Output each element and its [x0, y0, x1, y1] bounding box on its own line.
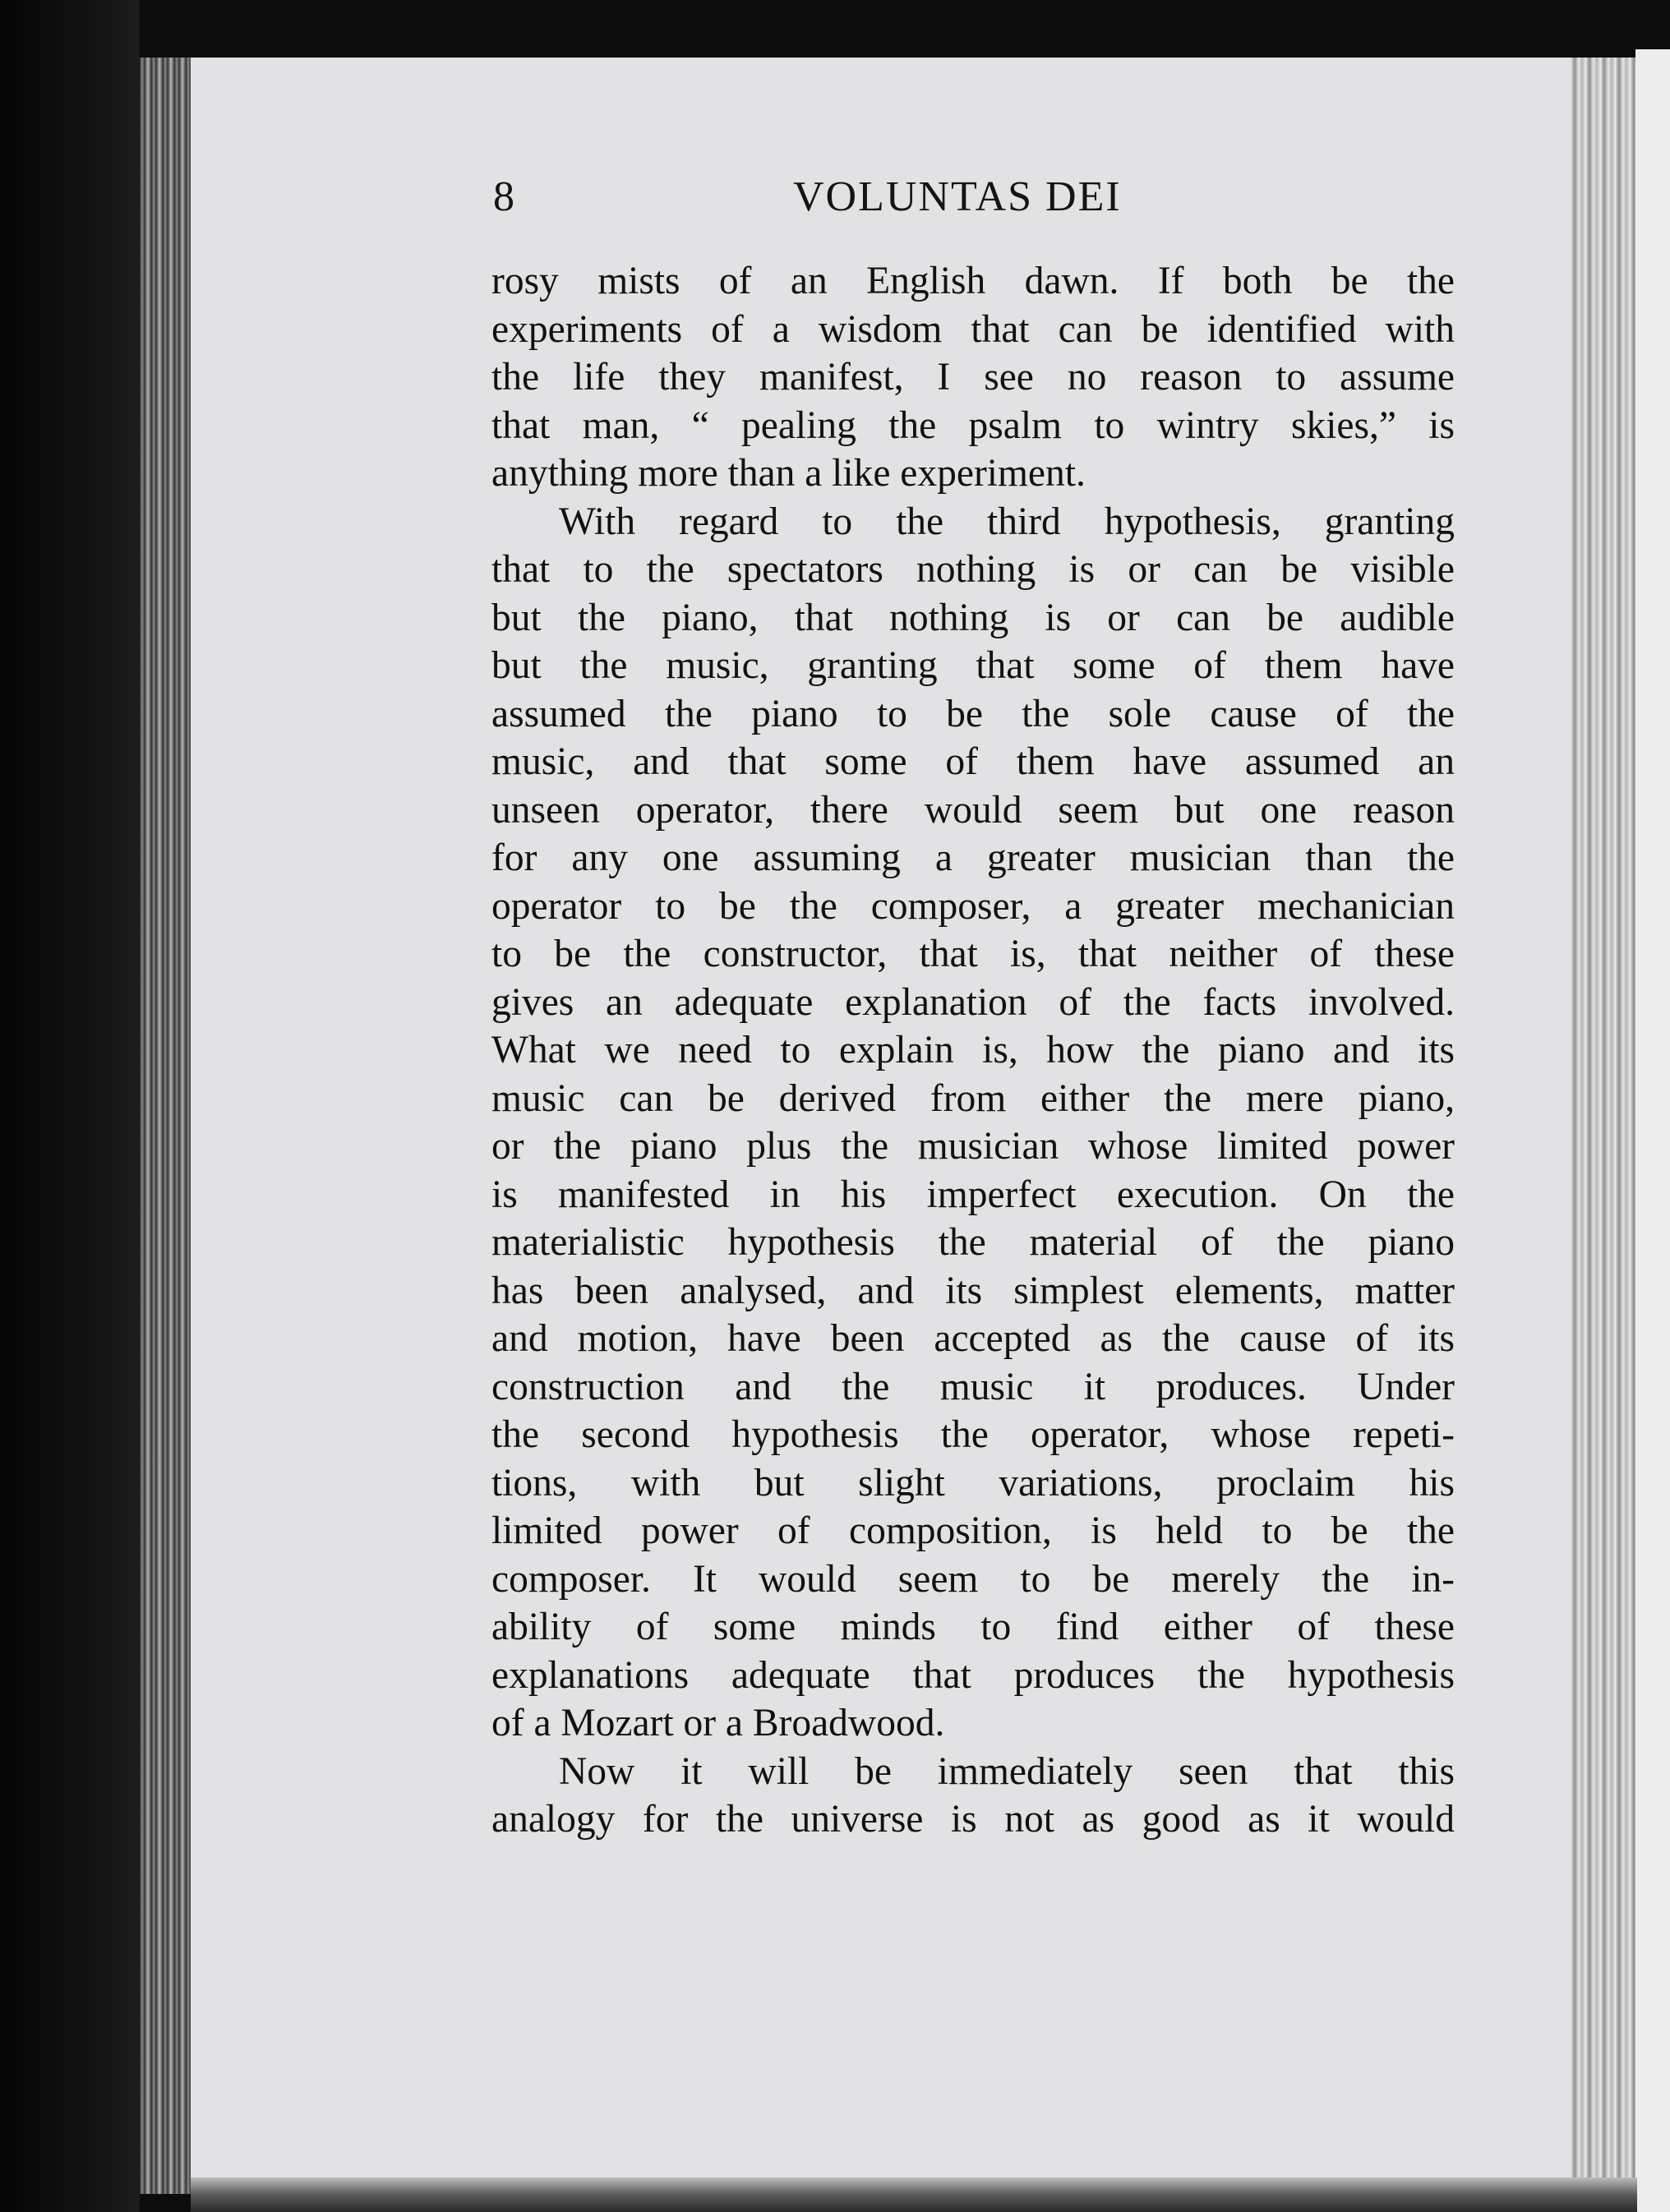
text-line: Now it will be immediately seen that this — [559, 1749, 1455, 1793]
text-line: composer. It would seem to be merely the in- — [491, 1557, 1455, 1601]
text-line: music, and that some of them have assumed an — [491, 740, 1455, 783]
text-line: that man, “ pealing the psalm to wintry skies,” is — [491, 403, 1455, 447]
text-line: assumed the piano to be the sole cause of the — [491, 692, 1455, 735]
text-line: to be the constructor, that is, that neither of these — [491, 933, 1455, 975]
body-text — [491, 257, 1455, 1844]
text-line: but the piano, that nothing is or can be audible — [491, 596, 1455, 639]
text-line: is manifested in his imperfect execution. On the — [491, 1173, 1455, 1216]
text-line: anything more than a like experiment. — [491, 452, 1086, 495]
text-line: the life they manifest, I see no reason to assume — [491, 356, 1455, 399]
text-line: construction and the music it produces. Under — [491, 1365, 1455, 1408]
text-line: or the piano plus the musician whose limited power — [491, 1125, 1455, 1168]
running-title: VOLUNTAS DEI — [793, 173, 1122, 220]
text-line: materialistic hypothesis the material of the piano — [491, 1221, 1455, 1264]
text-line: explanations adequate that produces the hypothesis — [491, 1653, 1455, 1697]
text-line: limited power of composition, is held to be the — [491, 1509, 1455, 1552]
text-line: What we need to explain is, how the piano and its — [491, 1029, 1455, 1071]
text-line: With regard to the third hypothesis, granting — [559, 500, 1455, 543]
text-line: and motion, have been accepted as the cause of its — [491, 1317, 1455, 1360]
page-stack-edges-left — [140, 58, 197, 2194]
text-line: unseen operator, there would seem but one reason — [491, 788, 1455, 832]
text-line: for any one assuming a greater musician than the — [491, 836, 1455, 879]
page-number: 8 — [493, 173, 514, 220]
text-line: the second hypothesis the operator, whose repeti- — [491, 1413, 1455, 1456]
text-line: rosy mists of an English dawn. If both be the — [491, 260, 1455, 302]
text-line: operator to be the composer, a greater mechanician — [491, 884, 1455, 928]
page-right-margin — [1635, 49, 1670, 2212]
text-line: gives an adequate explanation of the facts involved. — [491, 980, 1455, 1024]
book-binding-left — [0, 0, 140, 2212]
text-line: tions, with but slight variations, proclaim his — [491, 1461, 1455, 1505]
text-line: analogy for the universe is not as good as it would — [491, 1798, 1455, 1841]
running-head — [493, 173, 1479, 230]
page-bottom-edge — [191, 2177, 1637, 2212]
text-line: ability of some minds to find either of these — [491, 1606, 1455, 1648]
text-line: music can be derived from either the mere piano, — [491, 1076, 1455, 1120]
text-line: of a Mozart or a Broadwood. — [491, 1702, 945, 1744]
text-line: experiments of a wisdom that can be identified with — [491, 307, 1455, 351]
text-line: has been analysed, and its simplest elements, matter — [491, 1269, 1455, 1312]
text-line: that to the spectators nothing is or can be visible — [491, 548, 1455, 591]
text-line: but the music, granting that some of them have — [491, 644, 1455, 687]
